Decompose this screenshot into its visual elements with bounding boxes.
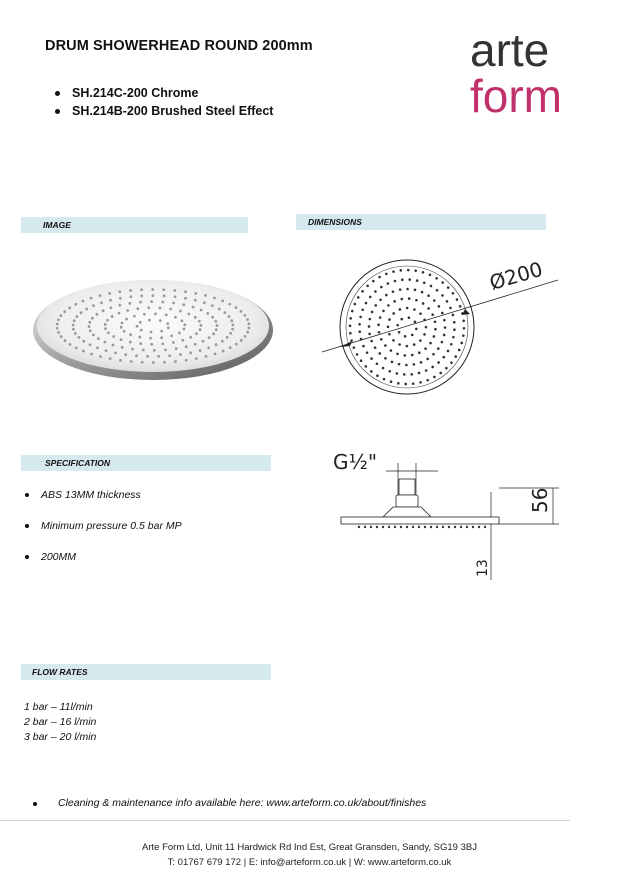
section-header-image: IMAGE — [21, 217, 248, 233]
flow-rates-list — [24, 700, 96, 745]
footer-divider — [0, 820, 570, 821]
footer-address: Arte Form Ltd, Unit 11 Hardwick Rd Ind Est, Great Gransden, Sandy, SG19 3BJ — [142, 842, 477, 853]
spec-item: ABS 13MM thickness — [24, 488, 182, 519]
logo-line-arte: arte — [470, 24, 550, 76]
product-codes — [55, 84, 273, 120]
logo-line-form: form — [470, 70, 562, 122]
maintenance-link[interactable]: Cleaning & maintenance info available here: www.arteform.co.uk/about/finishes — [58, 797, 427, 809]
bullet — [33, 802, 37, 806]
specification-list — [24, 488, 182, 581]
diameter-label: Ø200 — [486, 256, 546, 295]
dimension-plan-view — [320, 252, 564, 402]
footer — [0, 840, 619, 870]
section-header-flow-rates: FLOW RATES — [21, 664, 271, 680]
page-title: DRUM SHOWERHEAD ROUND 200mm — [45, 38, 313, 54]
section-header-dimensions: DIMENSIONS — [296, 214, 546, 230]
spec-item: 200MM — [24, 550, 182, 581]
spec-item: Minimum pressure 0.5 bar MP — [24, 519, 182, 550]
flow-rate: 1 bar – 11l/min — [24, 701, 93, 713]
flow-rate: 3 bar – 20 l/min — [24, 731, 97, 743]
showerhead-photo — [33, 274, 275, 384]
arteform-logo — [470, 24, 590, 122]
maintenance-note — [33, 797, 426, 809]
product-code: SH.214C-200 Chrome — [55, 84, 273, 102]
height-label: 56 — [528, 487, 552, 513]
thread-label: G½" — [333, 450, 378, 474]
product-code: SH.214B-200 Brushed Steel Effect — [55, 102, 273, 120]
flow-rate: 2 bar – 16 l/min — [24, 716, 97, 728]
footer-contact[interactable]: T: 01767 679 172 | E: info@arteform.co.uk | W: www.arteform.co.uk — [167, 857, 452, 868]
dimension-side-view — [323, 435, 567, 585]
thickness-label: 13 — [475, 559, 491, 577]
section-header-specification: SPECIFICATION — [21, 455, 271, 471]
